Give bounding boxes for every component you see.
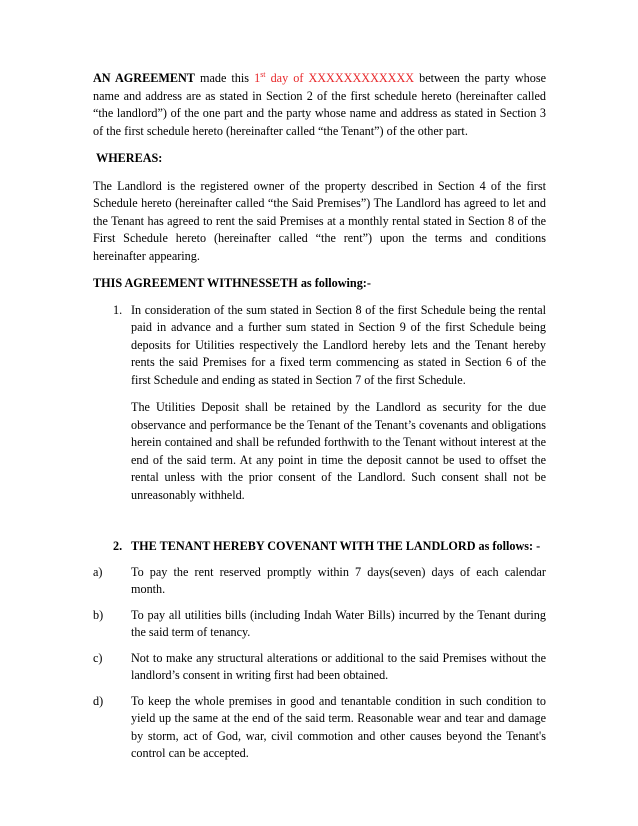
intro-heading: AN AGREEMENT [93, 71, 195, 85]
agreement-heading-text: THIS AGREEMENT WITHNESSETH as following:- [93, 276, 371, 290]
whereas-heading [93, 150, 546, 168]
covenant-text: To pay all utilities bills (including Indah Water Bills) incurred by the Tenant during the said term of tenancy. [131, 607, 546, 639]
intro-day-number: 1 [254, 71, 261, 85]
covenant-item [93, 607, 546, 642]
agreement-heading [93, 275, 546, 293]
covenant-text: To pay the rent reserved promptly within 7 days(seven) days of each calendar month. [131, 564, 546, 596]
whereas-heading-text: WHEREAS: [96, 151, 163, 165]
covenant-item [93, 564, 546, 599]
intro-made-this: made this [194, 71, 255, 85]
covenant-item [93, 693, 546, 763]
whereas-recital: The Landlord is the registered owner of the property described in Section 4 of the first Schedule hereto (hereinafter called “the Said Premises”) The Landlord has agreed to let and the Tenant has agreed to rent the said Premises at a monthly rental stated in Section 8 of the First Schedule hereto (hereinafter called “the rent”) upon the terms and conditions hereinafter appearing. [93, 178, 546, 263]
intro-text: between the party whose name and address are as stated in Section 2 of the first schedule hereto (hereinafter called “the landlord”) of the one part and the party whose name and address as stated in Section 3 of the first schedule hereto (hereinafter called “the Tenant”) of the other part. [93, 71, 546, 138]
intro-paragraph [93, 70, 546, 140]
covenant-item [93, 650, 546, 685]
intro-day-rest: day of XXXXXXXXXXXX [265, 71, 415, 85]
covenant-text: Not to make any structural alterations or additional to the said Premises without the landlord’s consent in writing first had been obtained. [131, 650, 546, 682]
covenant-letter: b) [93, 607, 104, 622]
covenant-letter: d) [93, 693, 104, 708]
clause-1-number: 1. [113, 302, 123, 317]
clause-2 [93, 538, 546, 556]
clause-1-text: In consideration of the sum stated in Section 8 of the first Schedule being the rental paid in advance and a further sum stated in Section 9 of the first Schedule being deposits for Utilities respectively the Landlord hereby lets and the Tenant hereby rents the said Premises for a fixed term commencing as stated in Section 6 of the first Schedule and ending as stated in Section 7 of the first Schedule. [131, 302, 546, 387]
clause-1 [93, 302, 546, 390]
clause-1-deposit-paragraph: The Utilities Deposit shall be retained by the Landlord as security for the due observance and performance be the Tenant of the Tenant’s covenants and obligations herein contained and shall be refunded forthwith to the Tenant without interest at the end of the said term. At any point in time the deposit cannot be used to offset the rental unless with the prior consent of the Landlord. Such consent shall not be unreasonably withheld. [131, 400, 546, 502]
clause-2-number: 2. [113, 539, 123, 553]
document-page [93, 70, 546, 771]
clause-2-text: THE TENANT HEREBY COVENANT WITH THE LANDLORD as follows: - [131, 539, 541, 553]
covenant-letter: c) [93, 650, 103, 665]
covenant-letter: a) [93, 564, 103, 579]
covenant-text: To keep the whole premises in good and tenantable condition in such condition to yield up the same at the end of the said term. Reasonable wear and tear and damage by storm, act of God, war, civil commotion and other causes beyond the Tenant's control can be accepted. [131, 693, 546, 760]
intro-day-suffix: st [260, 69, 266, 79]
intro-date [254, 71, 414, 85]
